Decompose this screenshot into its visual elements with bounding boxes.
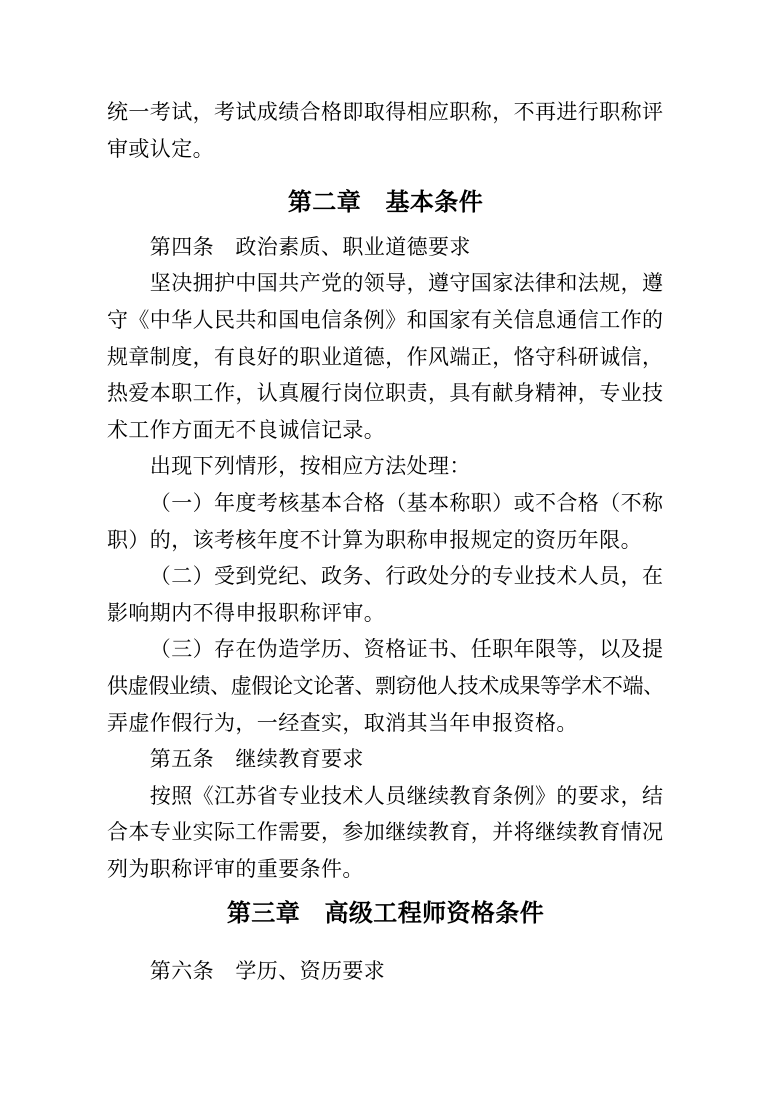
paragraph [107,266,664,449]
text-line: 第四条 政治素质、职业道德要求 [149,235,471,259]
document-content [107,95,664,991]
paragraph [107,779,664,889]
text-line: 规章制度，有良好的职业道德，作风端正，恪守科研诚信， [107,345,664,369]
chapter-heading: 第二章 基本条件 [287,189,484,217]
paragraph [107,559,664,632]
chapter-heading: 第三章 高级工程师资格条件 [226,900,545,928]
text-line: 守《中华人民共和国电信条例》和国家有关信息通信工作的 [107,308,664,332]
text-line: （三）存在伪造学历、资格证书、任职年限等，以及提 [149,638,664,662]
text-line: 审或认定。 [107,137,214,161]
text-line: 影响期内不得申报职称评审。 [107,601,386,625]
paragraph [107,230,664,267]
text-line: （一）年度考核基本合格（基本称职）或不合格（不称 [149,491,664,515]
text-line: 出现下列情形，按相应方法处理： [149,455,471,479]
text-line: 供虚假业绩、虚假论文论著、剽窃他人技术成果等学术不端、 [107,674,664,698]
text-line: 弄虚作假行为，一经查实，取消其当年申报资格。 [107,711,578,735]
paragraph [107,632,664,742]
text-line: 第五条 继续教育要求 [149,748,364,772]
paragraph [107,449,664,486]
text-line: 坚决拥护中国共产党的领导，遵守国家法律和法规，遵 [149,272,664,296]
text-line: 合本专业实际工作需要，参加继续教育，并将继续教育情况 [107,821,664,845]
paragraph [107,954,664,991]
text-line: 列为职称评审的重要条件。 [107,857,364,881]
text-line: 术工作方面无不良诚信记录。 [107,418,386,442]
text-line: （二）受到党纪、政务、行政处分的专业技术人员，在 [149,565,664,589]
text-line: 按照《江苏省专业技术人员继续教育条例》的要求，结 [149,784,664,808]
paragraph [107,95,664,168]
text-line: 职）的，该考核年度不计算为职称申报规定的资历年限。 [107,528,642,552]
paragraph [107,742,664,779]
paragraph [107,486,664,559]
text-line: 热爱本职工作，认真履行岗位职责，具有献身精神，专业技 [107,382,664,406]
text-line: 第六条 学历、资历要求 [149,960,386,984]
text-line: 统一考试，考试成绩合格即取得相应职称，不再进行职称评 [107,101,664,124]
